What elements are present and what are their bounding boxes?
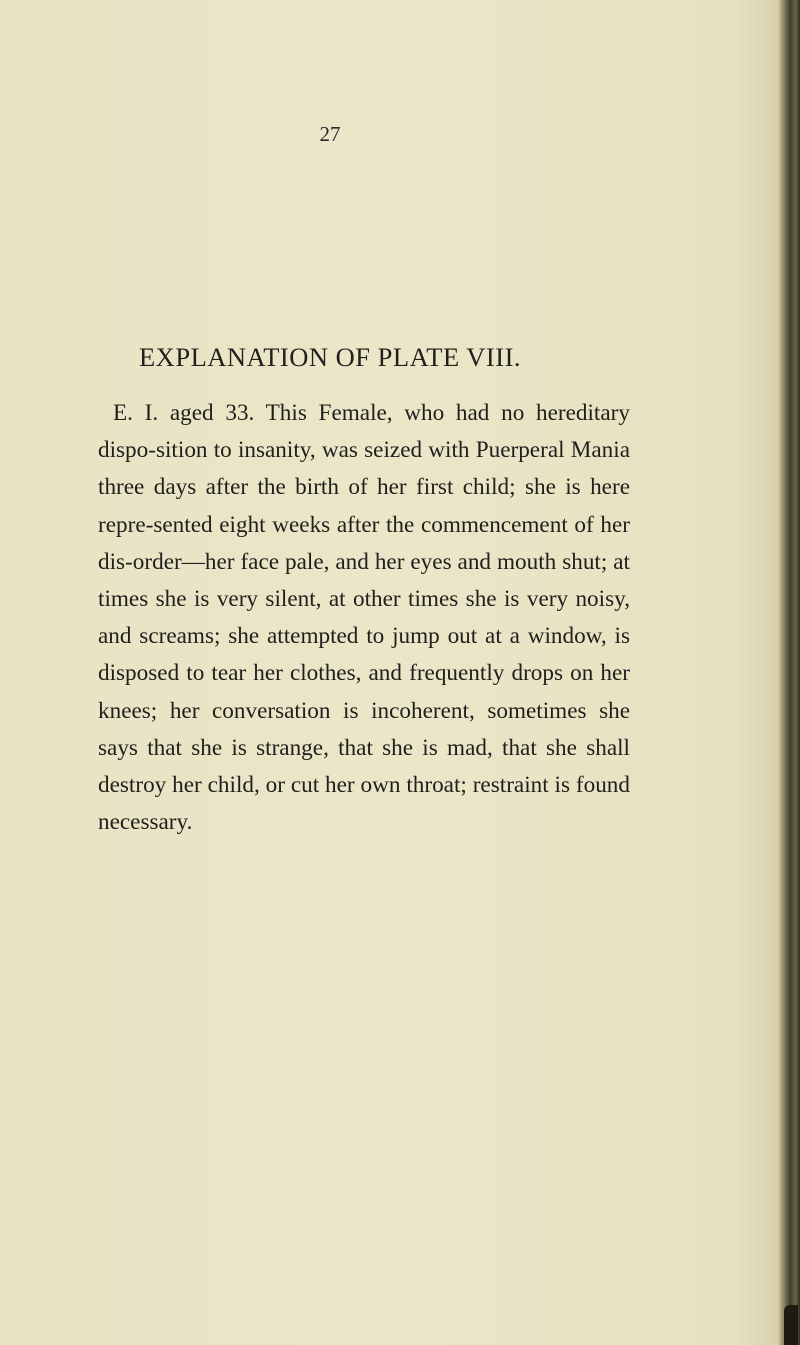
page-number: 27 — [319, 122, 341, 146]
case-identifier: E. I. aged 33. — [113, 400, 255, 426]
plate-explanation-paragraph — [98, 395, 630, 841]
plate-heading: EXPLANATION OF PLATE VIII. — [139, 342, 522, 372]
case-description: This Female, who had no hereditary dispo-sition to insanity, was seized with Puerperal Mania three days after the birth of her first child; she is here repre-sented eight weeks after the commencement of her dis-order—her face pale, and her eyes and mouth shut; at times she is very silent, at other times she is very noisy, and screams; she attempted to jump out at a window, is disposed to tear her clothes, and frequently drops on her knees; her conversation is incoherent, sometimes she says that she is strange, that she is mad, that she shall destroy her child, or cut her own throat; restraint is found necessary. — [98, 400, 630, 836]
page-edge-mark — [784, 1305, 798, 1345]
page-edge-shadow — [778, 0, 800, 1345]
